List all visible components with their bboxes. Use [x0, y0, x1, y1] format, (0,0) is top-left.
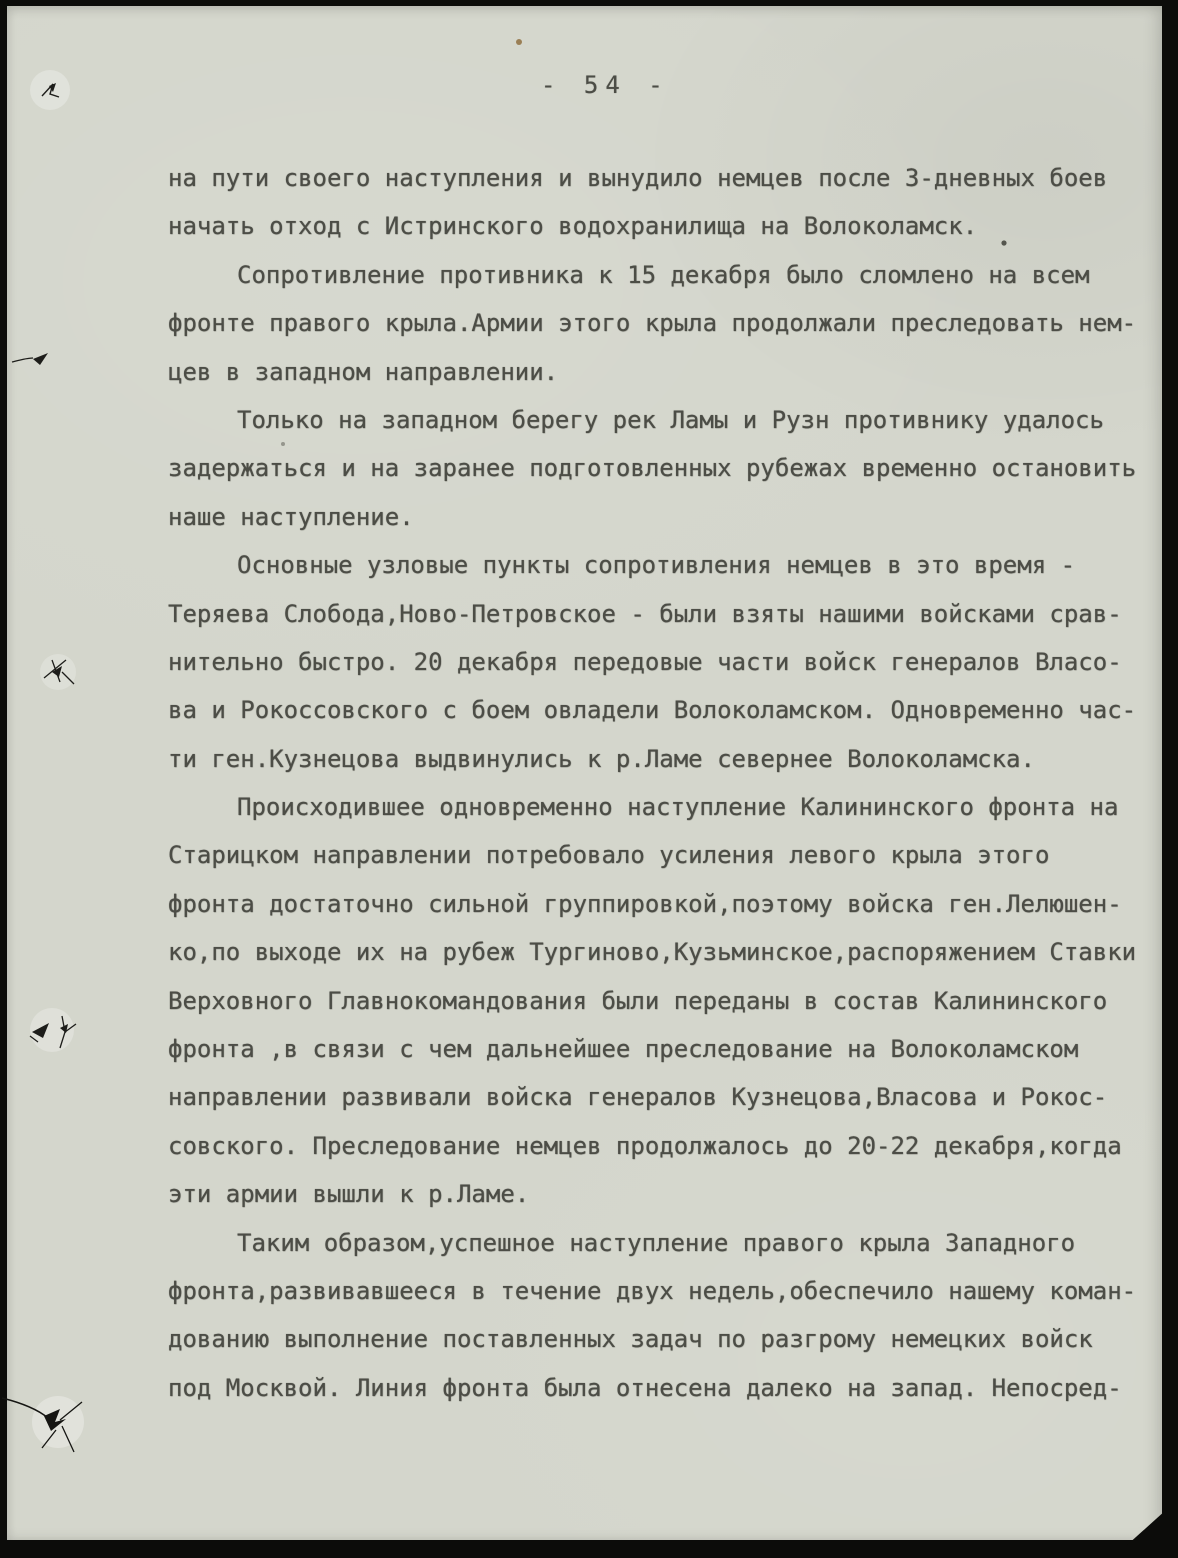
text-line: совского. Преследование немцев продолжалось до 20-22 декабря,когда [168, 1131, 1122, 1160]
text-line: нительно быстро. 20 декабря передовые части войск генералов Власо- [168, 647, 1122, 676]
text-line: фронта,развивавшееся в течение двух недель,обеспечило нашему коман- [168, 1276, 1137, 1305]
text-line: Только на западном берегу рек Ламы и Рузн противнику удалось [237, 405, 1104, 434]
document-text [168, 154, 1153, 1412]
text-line: Теряева Слобода,Ново-Петровское - были взяты нашими войсками срав- [168, 599, 1122, 628]
text-line: ва и Рокоссовского с боем овладели Волоколамском. Одновременно час- [168, 696, 1137, 725]
text-line: ти ген.Кузнецова выдвинулись к р.Ламе севернее Волоколамска. [168, 744, 1035, 773]
text-line: на пути своего наступления и вынудило немцев после 3-дневных боев [168, 164, 1108, 192]
text-line: фронта ,в связи с чем дальнейшее преследование на Волоколамском [168, 1035, 1079, 1064]
text-line: фронта достаточно сильной группировкой,поэтому войска ген.Лелюшен- [168, 889, 1122, 918]
text-line: направлении развивали войска генералов Кузнецова,Власова и Рокос- [168, 1083, 1108, 1112]
text-line: Сопротивление противника к 15 декабря было сломлено на всем [237, 260, 1090, 289]
text-line: под Москвой. Линия фронта была отнесена далеко на запад. Непосред- [168, 1373, 1122, 1402]
text-line: фронте правого крыла.Армии этого крыла продолжали преследовать нем- [168, 309, 1137, 338]
page-number: - 54 - [541, 71, 670, 99]
text-line: Таким образом,успешное наступление правого крыла Западного [237, 1228, 1076, 1257]
text-line: наше наступление. [168, 502, 414, 531]
text-line: эти армии вышли к р.Ламе. [168, 1180, 530, 1209]
text-line: ко,по выходе их на рубеж Тургиново,Кузьминское,распоряжением Ставки [168, 938, 1137, 967]
text-line: дованию выполнение поставленных задач по разгрому немецких войск [168, 1325, 1093, 1354]
text-line: Верховного Главнокомандования были переданы в состав Калининского [168, 986, 1108, 1015]
text-line: Старицком направлении потребовало усиления левого крыла этого [168, 841, 1050, 870]
text-line: Происходившее одновременно наступление Калининского фронта на [237, 793, 1119, 822]
text-line: цев в западном направлении. [168, 357, 559, 386]
text-line: задержаться и на заранее подготовленных рубежах временно остановить [168, 454, 1137, 483]
text-line: начать отход с Истринского водохранилища на Волоколамск. [168, 212, 978, 241]
text-line: Основные узловые пункты сопротивления немцев в это время - [237, 551, 1076, 580]
